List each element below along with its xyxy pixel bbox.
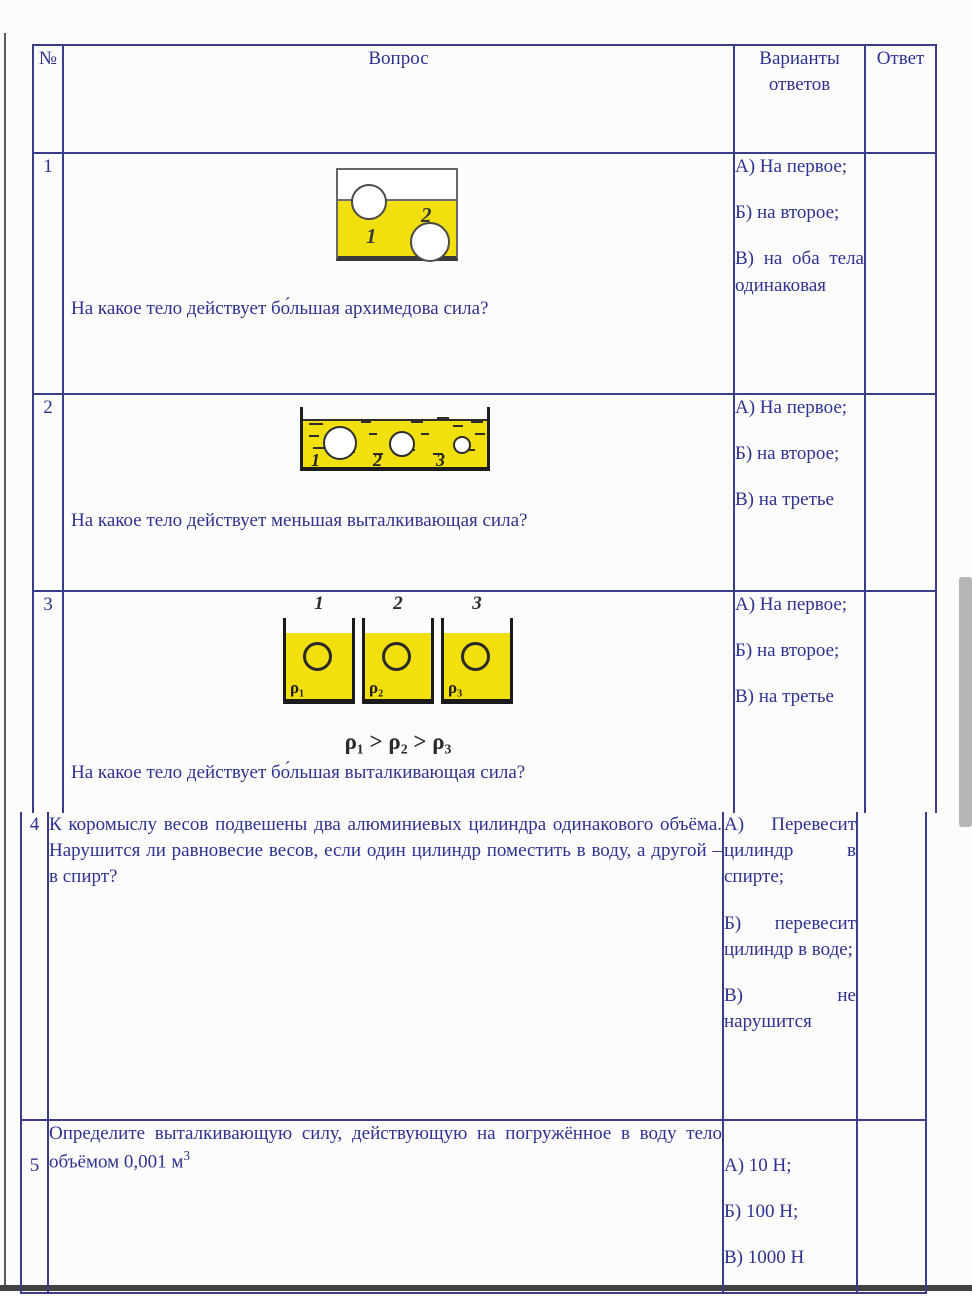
row-5-question-cell [48, 1120, 723, 1293]
question-1-text: На какое тело действует бо́льшая архимедова сила? [71, 298, 489, 319]
floating-body-circle [351, 184, 387, 220]
row-5-number: 5 [21, 1120, 48, 1293]
row-4-number: 4 [21, 812, 48, 1120]
beaker-1-number: 1 [314, 593, 324, 614]
option-a: А) На первое; [735, 397, 848, 418]
header-variants: Варианты ответов [734, 45, 865, 153]
quiz-table-bottom [20, 812, 927, 1294]
density-inequality: ρ₁ > ρ₂ > ρ₃ [344, 729, 452, 754]
figure-three-beakers [283, 593, 513, 704]
row-3-options-cell [734, 591, 865, 813]
beaker-1 [283, 593, 355, 704]
option-b: Б) на второе; [735, 443, 840, 465]
question-3-text: На какое тело действует бо́льшая выталкивающая сила? [71, 762, 526, 783]
row-2-question-cell [63, 394, 734, 591]
liquid-dash [411, 421, 423, 423]
figure-aquarium-three-bodies [300, 407, 490, 471]
row-4-question-cell [48, 812, 723, 1120]
quiz-table-top [32, 44, 937, 813]
liquid-dash [475, 433, 485, 435]
question-5-text: Определите выталкивающую силу, действующую на погружённое в воду тело объёмом 0,001 м [49, 1123, 722, 1173]
question-row-1 [33, 153, 936, 394]
submerged-body-circle [410, 222, 450, 262]
option-a: А) 10 Н; [724, 1155, 792, 1176]
row-2-number: 2 [33, 394, 63, 591]
body-2-circle [382, 642, 411, 671]
body-1-label: 1 [311, 450, 320, 470]
figure-tank-two-bodies [336, 168, 458, 261]
body-1-label: 1 [366, 224, 377, 248]
option-v: В) 1000 Н [724, 1247, 805, 1269]
question-row-4 [21, 812, 926, 1120]
liquid-dash [369, 433, 377, 435]
beaker-2-number: 2 [393, 593, 403, 614]
option-a: А) На первое; [735, 156, 848, 177]
row-1-question-cell [63, 153, 734, 394]
question-5-exponent: 3 [183, 1148, 191, 1164]
liquid-dash [309, 423, 323, 425]
liquid-dash [361, 421, 371, 423]
body-3-circle [461, 642, 490, 671]
question-4-text: К коромыслу весов подвешены два алюминиевых цилиндра одинакового объёма. Нарушится ли равновесие весов, если один цилиндр поместить в воду, а другой – в спирт? [49, 814, 722, 888]
option-a: А) На первое; [735, 594, 848, 615]
scrollbar-thumb[interactable] [959, 577, 972, 827]
row-3-number: 3 [33, 591, 63, 813]
body-2-label: 2 [373, 450, 382, 470]
header-question: Вопрос [63, 45, 734, 153]
liquid-dash [421, 433, 429, 435]
row-4-answer-cell [857, 812, 926, 1120]
header-number: № [33, 45, 63, 153]
option-b: Б) 100 Н; [724, 1201, 799, 1223]
row-3-answer-cell [865, 591, 936, 813]
question-2-text: На какое тело действует меньшая выталкивающая сила? [71, 510, 528, 531]
row-2-options-cell [734, 394, 865, 591]
body-2-label: 2 [421, 203, 432, 227]
page-left-edge-line [4, 33, 6, 1287]
density-1-label: ρ₁ [290, 678, 305, 697]
option-b: Б) на второе; [735, 640, 840, 662]
option-v: В) на оба тела одинаковая [735, 248, 864, 296]
body-1-circle [303, 642, 332, 671]
body-3-label: 3 [436, 450, 445, 470]
density-2-label: ρ₂ [369, 678, 384, 697]
row-1-options-cell [734, 153, 865, 394]
liquid-dash [309, 435, 319, 437]
row-4-options-cell [723, 812, 857, 1120]
question-row-3 [33, 591, 936, 813]
row-5-options-cell [723, 1120, 857, 1293]
density-3-label: ρ₃ [448, 678, 463, 697]
beaker-3 [441, 593, 513, 704]
liquid-dash [437, 417, 449, 419]
option-v: В) на третье [735, 489, 834, 511]
body-2-circle [389, 431, 415, 457]
liquid-dash [453, 425, 463, 427]
row-1-answer-cell [865, 153, 936, 394]
row-2-answer-cell [865, 394, 936, 591]
option-v: В) на третье [735, 686, 834, 708]
row-5-answer-cell [857, 1120, 926, 1293]
beaker-2 [362, 593, 434, 704]
option-v: В) не нарушится [724, 985, 856, 1033]
option-b: Б) на второе; [735, 202, 840, 224]
question-row-5 [21, 1120, 926, 1293]
beaker-3-number: 3 [472, 593, 482, 614]
header-answer: Ответ [865, 45, 936, 153]
option-a: А) Перевесит цилиндр в спирте; [724, 814, 856, 888]
body-1-circle [323, 426, 357, 460]
row-1-number: 1 [33, 153, 63, 394]
body-3-circle [453, 436, 471, 454]
table-header-row [33, 45, 936, 153]
row-3-question-cell [63, 591, 734, 813]
question-row-2 [33, 394, 936, 591]
liquid-dash [471, 421, 483, 423]
option-b: Б) перевесит цилиндр в воде; [724, 912, 856, 960]
